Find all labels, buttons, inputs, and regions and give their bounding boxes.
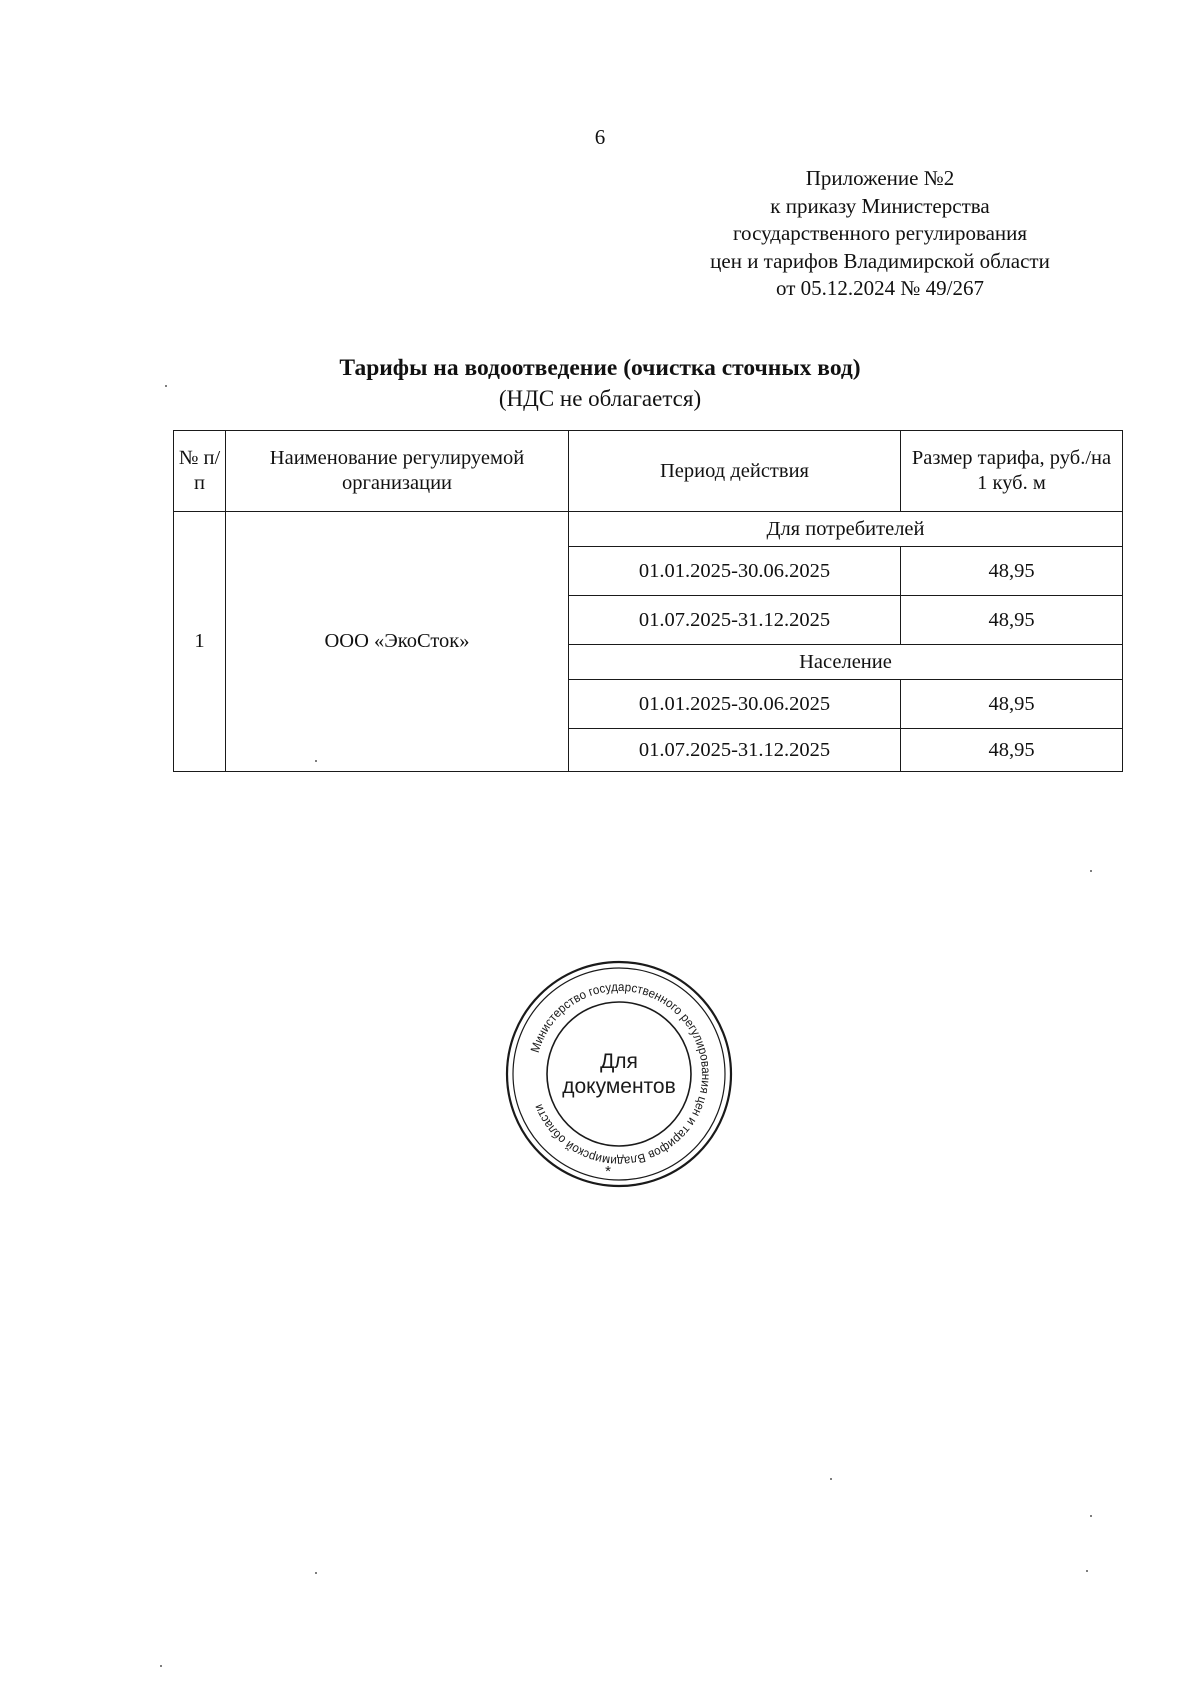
header-number: № п/ п xyxy=(174,431,226,512)
tariff-cell: 48,95 xyxy=(901,547,1123,596)
tariff-cell: 48,95 xyxy=(901,596,1123,645)
appendix-line: цен и тарифов Владимирской области xyxy=(710,248,1050,273)
seal-center-line: Для xyxy=(600,1050,638,1073)
scan-speck xyxy=(165,385,167,387)
seal-star-icon: * xyxy=(605,1163,611,1180)
appendix-line: государственного регулирования xyxy=(732,221,1028,245)
document-subtitle: (НДС не облагается) xyxy=(498,386,702,411)
document-title: Тарифы на водоотведение (очистка сточных вод) xyxy=(339,355,861,381)
table-row xyxy=(174,512,1123,547)
official-seal-stamp xyxy=(503,958,735,1190)
scan-speck xyxy=(830,1478,832,1480)
appendix-block xyxy=(640,165,1120,303)
scan-speck xyxy=(1090,1515,1092,1517)
tariff-cell: 48,95 xyxy=(901,729,1123,772)
appendix-line: Приложение №2 xyxy=(805,166,955,190)
page-number: 6 xyxy=(594,125,606,149)
header-period: Период действия xyxy=(569,431,901,512)
scan-speck xyxy=(315,760,317,762)
tariff-cell: 48,95 xyxy=(901,680,1123,729)
tariff-table xyxy=(173,430,1123,772)
group-label-cell: Население xyxy=(569,645,1123,680)
period-cell: 01.07.2025-31.12.2025 xyxy=(569,729,901,772)
seal-ring-text: Министерство государственного регулирования цен и тарифов Владимирской области xyxy=(527,979,714,1169)
seal-center-line: документов xyxy=(562,1075,676,1098)
seal-center-text xyxy=(503,958,735,1190)
period-cell: 01.01.2025-30.06.2025 xyxy=(569,547,901,596)
table-header-row xyxy=(174,431,1123,512)
appendix-line: к приказу Министерства xyxy=(770,193,990,218)
scan-speck xyxy=(1086,1570,1088,1572)
group-label-cell: Для потребителей xyxy=(569,512,1123,547)
appendix-line: от 05.12.2024 № 49/267 xyxy=(775,276,985,300)
period-cell: 01.01.2025-30.06.2025 xyxy=(569,680,901,729)
period-cell: 01.07.2025-31.12.2025 xyxy=(569,596,901,645)
scan-speck xyxy=(315,1572,317,1574)
header-organization: Наименование регулируемой организации xyxy=(226,431,569,512)
scan-speck xyxy=(1090,870,1092,872)
header-tariff: Размер тарифа, руб./на 1 куб. м xyxy=(901,431,1123,512)
scan-speck xyxy=(160,1665,162,1667)
row-number-cell: 1 xyxy=(174,512,226,772)
organization-cell: ООО «ЭкоСток» xyxy=(226,512,569,772)
